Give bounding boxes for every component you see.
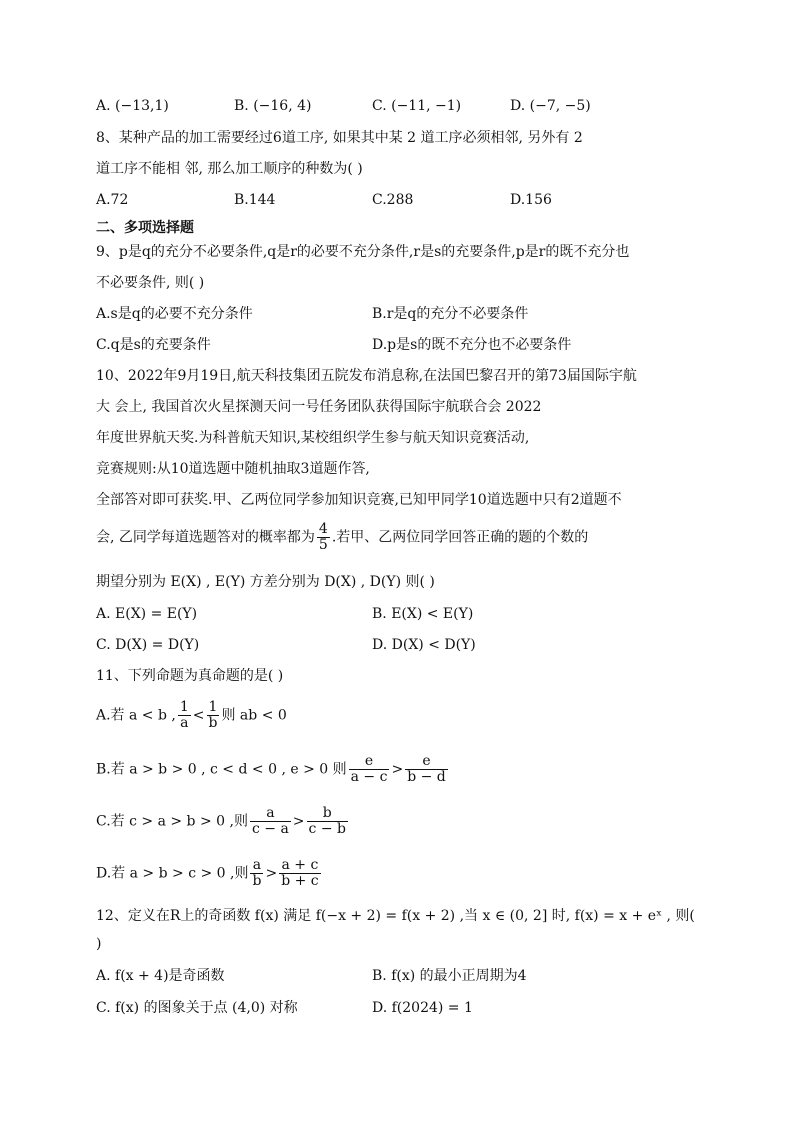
q11-option-a xyxy=(96,700,287,731)
q11-c-fraction-1 xyxy=(250,806,291,837)
q10-stem-line6 xyxy=(96,522,588,553)
q11-a-fraction-1 xyxy=(178,700,191,731)
q9-option-b: B.r是q的充分不必要条件 xyxy=(372,306,529,322)
q11-stem: 11、下列命题为真命题的是( ) xyxy=(96,668,284,684)
q8-option-d: D.156 xyxy=(510,192,552,208)
q8-option-a: A.72 xyxy=(96,192,129,208)
q8-stem-line2: 道工序不能相 邻, 那么加工顺序的种数为( ) xyxy=(96,161,363,177)
q11-d-fraction-2 xyxy=(279,858,320,889)
q9-option-d: D.p是s的既不充分也不必要条件 xyxy=(372,337,572,353)
denominator: b xyxy=(252,873,262,889)
q11-c-prefix: C.若 c > a > b > 0 ,则 xyxy=(96,813,248,830)
q9-stem-line2: 不必要条件, 则( ) xyxy=(96,275,205,291)
q12-option-d: D. f(2024) = 1 xyxy=(372,1000,473,1016)
q11-d-fraction-1 xyxy=(250,858,263,889)
q12-option-a: A. f(x + 4)是奇函数 xyxy=(96,968,225,984)
q11-a-suffix: 则 ab < 0 xyxy=(221,707,287,724)
q11-option-c xyxy=(96,806,350,837)
q10-option-d: D. D(X) < D(Y) xyxy=(372,637,476,653)
q11-a-fraction-2 xyxy=(207,700,220,731)
q9-stem-line1: 9、p是q的充分不必要条件,q是r的必要不充分条件,r是s的充要条件,p是r的既不充分也 xyxy=(96,244,630,260)
q10-stem-line7: 期望分别为 E(X) , E(Y) 方差分别为 D(X) , D(Y) 则( ) xyxy=(96,574,435,590)
numerator: a + c xyxy=(279,858,320,874)
q10-stem-line5: 全部答对即可获奖.甲、乙两位同学参加知识竞赛,已知甲同学10道选题中只有2道题不 xyxy=(96,492,622,508)
q11-b-compare: > xyxy=(391,761,404,778)
q11-a-compare: < xyxy=(192,707,205,724)
q10-option-b: B. E(X) < E(Y) xyxy=(372,606,474,622)
q10-stem-line1: 10、2022年9月19日,航天科技集团五院发布消息称,在法国巴黎召开的第73届国际宇航 xyxy=(96,368,637,384)
q10-stem-line2: 大 会上, 我国首次火星探测天问一号任务团队获得国际宇航联合会 2022 xyxy=(96,399,542,415)
q10-option-a: A. E(X) = E(Y) xyxy=(96,606,198,622)
numerator: e xyxy=(405,754,448,770)
denominator: c − a xyxy=(251,821,289,837)
q10-line6-end: .若甲、乙两位同学回答正确的题的个数的 xyxy=(331,529,589,546)
numerator: 1 xyxy=(207,700,220,716)
q11-b-fraction-1 xyxy=(349,754,390,785)
numerator: 1 xyxy=(179,699,189,715)
q11-b-prefix: B.若 a > b > 0 , c < d < 0 , e > 0 则 xyxy=(96,761,347,778)
q12-option-b: B. f(x) 的最小正周期为4 xyxy=(372,968,527,984)
denominator: b + c xyxy=(281,873,319,889)
q7-option-a: A. (−13,1) xyxy=(96,98,169,114)
q8-option-b: B.144 xyxy=(234,192,276,208)
q12-stem-line1: 12、定义在R上的奇函数 f(x) 满足 f(−x + 2) = f(x + 2) ,当 x ∈ (0, 2] 时, f(x) = x + eˣ , 则( xyxy=(96,908,695,924)
denominator: a − c xyxy=(350,769,388,785)
q9-option-a: A.s是q的必要不充分条件 xyxy=(96,306,253,322)
numerator: e xyxy=(349,754,390,770)
q8-option-c: C.288 xyxy=(372,192,414,208)
q11-c-fraction-2 xyxy=(307,806,348,837)
fraction-denominator: 5 xyxy=(318,537,328,553)
fraction-numerator: 4 xyxy=(318,521,328,537)
q12-option-c: C. f(x) 的图象关于点 (4,0) 对称 xyxy=(96,1000,298,1016)
q11-b-fraction-2 xyxy=(405,754,448,785)
numerator: a xyxy=(250,858,263,874)
q11-d-compare: > xyxy=(265,865,278,882)
q7-option-c: C. (−11, −1) xyxy=(372,98,462,114)
q11-a-prefix: A.若 a < b , xyxy=(96,707,176,724)
q11-c-compare: > xyxy=(292,813,305,830)
denominator: b xyxy=(208,715,218,731)
section-title: 二、多项选择题 xyxy=(96,220,194,236)
q11-option-b xyxy=(96,754,450,785)
q7-option-b: B. (−16, 4) xyxy=(234,98,312,114)
q10-line6-start: 会, 乙同学每道选题答对的概率都为 xyxy=(96,529,315,546)
q7-option-d: D. (−7, −5) xyxy=(510,98,591,114)
q9-option-c: C.q是s的充要条件 xyxy=(96,337,211,353)
q10-stem-line3: 年度世界航天奖.为科普航天知识,某校组织学生参与航天知识竞赛活动, xyxy=(96,430,530,446)
numerator: b xyxy=(307,806,348,822)
denominator: b − d xyxy=(407,769,446,785)
probability-fraction xyxy=(317,522,330,553)
q10-stem-line4: 竞赛规则:从10道选题中随机抽取3道题作答, xyxy=(96,461,370,477)
q10-option-c: C. D(X) = D(Y) xyxy=(96,637,200,653)
denominator: a xyxy=(180,715,189,731)
denominator: c − b xyxy=(308,821,346,837)
q11-d-prefix: D.若 a > b > c > 0 ,则 xyxy=(96,865,249,882)
q8-stem-line1: 8、某种产品的加工需要经过6道工序, 如果其中某 2 道工序必须相邻, 另外有 2 xyxy=(96,130,583,146)
q12-stem-line2: ) xyxy=(96,936,102,952)
q11-option-d xyxy=(96,858,323,889)
numerator: a xyxy=(250,806,291,822)
